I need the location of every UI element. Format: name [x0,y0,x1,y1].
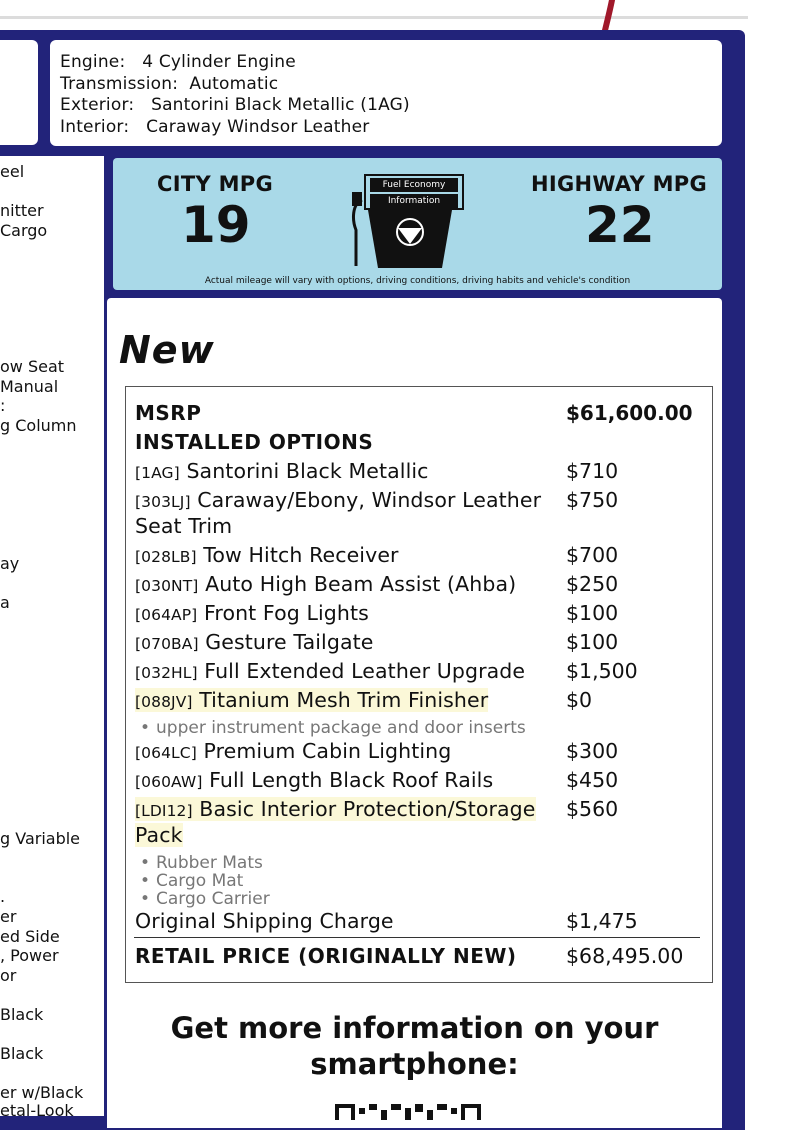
option-name: Full Extended Leather Upgrade [204,659,526,683]
retail-price-value: $68,495.00 [566,944,684,968]
option-detail: • Cargo Carrier [156,889,270,909]
price-table [125,386,713,983]
option-code: [028LB] [135,548,197,566]
feature-fragment: Cargo [0,221,48,240]
feature-fragment: nitter [0,201,44,220]
option-name-continued: Pack [135,823,183,847]
option-code: [064AP] [135,606,198,624]
option-price: $100 [566,630,619,654]
feature-fragment: er w/Black [0,1083,84,1102]
feature-fragment: . [0,887,6,906]
option-name: Auto High Beam Assist (Ahba) [205,572,517,596]
option-price: $0 [566,688,593,712]
option-detail: • upper instrument package and door inserts [156,718,526,738]
option-price: $100 [566,601,619,625]
page-top-rule [0,16,748,19]
feature-fragment: g Column [0,416,77,435]
spec-exterior [60,95,722,117]
spec-label: Transmission: [60,73,179,94]
option-code: [LDI12] [135,802,193,820]
condition-title: New [119,328,215,372]
feature-fragment: Black [0,1005,44,1024]
left-panel-top [0,40,38,145]
feature-fragment: er [0,907,17,926]
msrp-label: MSRP [135,401,202,425]
feature-fragment: g Variable [0,829,81,848]
option-price: $560 [566,797,619,821]
option-item [135,659,525,683]
feature-fragment: : [0,396,6,415]
city-mpg-label: CITY MPG [157,172,273,196]
option-item [135,572,516,596]
option-detail: • Cargo Mat [156,871,243,891]
option-code: [303LJ] [135,493,191,511]
vehicle-specs [50,40,722,146]
installed-options-header: INSTALLED OPTIONS [135,430,374,454]
option-code: [032HL] [135,664,198,682]
option-item [135,768,493,792]
city-mpg-value: 19 [181,196,251,254]
option-price: $250 [566,572,619,596]
pricing-panel [107,298,722,1128]
option-name: Full Length Black Roof Rails [209,768,494,792]
option-name: Premium Cabin Lighting [203,739,452,763]
feature-fragment: a [0,593,10,612]
option-name: Titanium Mesh Trim Finisher [199,688,489,712]
qr-code-icon[interactable] [335,1100,505,1120]
option-price: $300 [566,739,619,763]
standard-features-column [0,156,104,1116]
feature-fragment: ed Side [0,927,60,946]
option-item [135,459,429,483]
shipping-label: Original Shipping Charge [135,909,394,933]
feature-fragment: Black [0,1044,44,1063]
callout-line-1: Get more information on your [170,1011,659,1045]
option-item [135,601,369,625]
total-divider [134,937,700,938]
spec-transmission [60,74,722,96]
fuel-economy-panel [113,158,722,290]
callout-line-2: smartphone: [310,1047,519,1081]
option-price: $450 [566,768,619,792]
option-price: $750 [566,488,619,512]
smartphone-callout [107,1010,722,1082]
option-price: $1,500 [566,659,638,683]
option-item [135,630,373,654]
fuel-pump-icon [348,170,472,268]
highway-mpg-label: HIGHWAY MPG [531,172,708,196]
option-name: Tow Hitch Receiver [203,543,399,567]
option-price: $700 [566,543,619,567]
option-name: Front Fog Lights [203,601,369,625]
feature-fragment: or [0,966,17,985]
option-name: Santorini Black Metallic [186,459,429,483]
shipping-value: $1,475 [566,909,638,933]
option-item [135,488,541,512]
feature-fragment: etal-Look [0,1101,74,1116]
mileage-disclaimer: Actual mileage will vary with options, driving conditions, driving habits and vehicle's condition [204,276,631,286]
badge-line-1: Fuel Economy [370,178,458,192]
option-name: Basic Interior Protection/Storage [199,797,536,821]
option-code: [088JV] [135,693,193,711]
fuel-economy-badge [364,174,464,210]
feature-fragment: eel [0,162,25,181]
option-detail: • Rubber Mats [156,853,263,873]
option-code: [030NT] [135,577,199,595]
option-code: [070BA] [135,635,199,653]
badge-line-2: Information [370,194,458,208]
msrp-value: $61,600.00 [566,401,693,425]
spec-value: Santorini Black Metallic (1AG) [151,95,410,115]
option-code: [064LC] [135,744,197,762]
option-name: Caraway/Ebony, Windsor Leather [197,488,542,512]
retail-price-label: RETAIL PRICE (ORIGINALLY NEW) [135,944,517,968]
option-name: Gesture Tailgate [205,630,374,654]
option-item [135,543,399,567]
option-item [135,739,451,763]
spec-value: Caraway Windsor Leather [146,116,370,137]
spec-value: 4 Cylinder Engine [142,52,296,72]
option-code: [060AW] [135,773,203,791]
spec-label: Interior: [60,116,130,137]
option-name-continued: Seat Trim [135,514,233,538]
feature-fragment: ay [0,554,20,573]
option-price: $710 [566,459,619,483]
feature-fragment: , Power [0,946,59,965]
option-item-highlighted [135,688,488,712]
spec-label: Engine: [60,52,126,72]
spec-engine [60,52,722,74]
option-item-highlighted [135,797,536,821]
feature-fragment: Manual [0,377,59,396]
highway-mpg-value: 22 [585,196,655,254]
spec-value: Automatic [189,73,279,94]
spec-interior [60,117,722,139]
spec-label: Exterior: [60,95,135,115]
option-code: [1AG] [135,464,180,482]
feature-fragment: ow Seat [0,357,65,376]
